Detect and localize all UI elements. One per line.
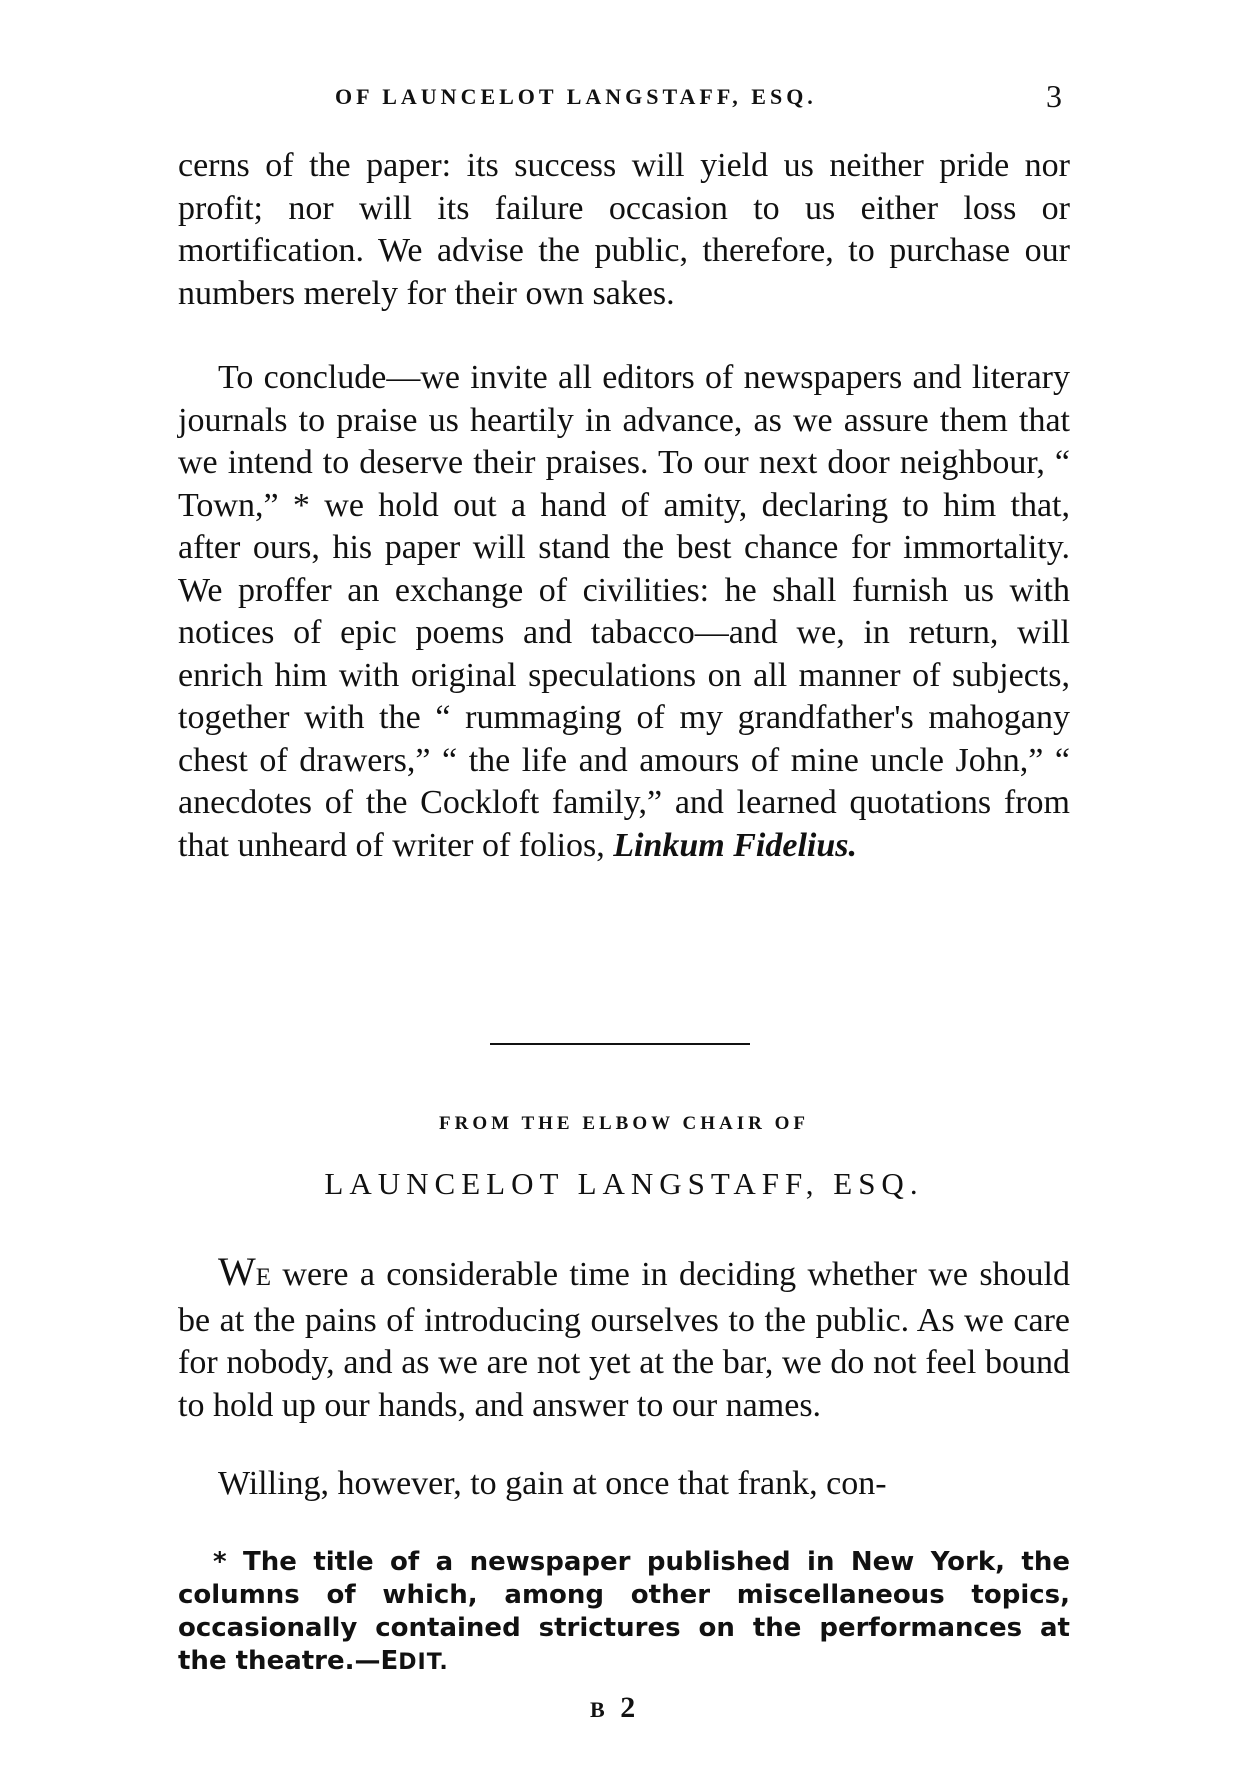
paragraph-2-text-b: we hold out a hand of amity, declaring to him that, after ours, his paper will stand the best chance for immortality. We proffer an exchange of civilities: he shall furnish us with notices of epic poems and tabacco—and we, in return, will enrich him with original speculations on all manner of subjects, together with the “ rummaging of my grandfather's mahogany chest of drawers,” “ the life and amours of mine uncle John,” “ anecdotes of the Cockloft family,” and learned quotations from that unheard of writer of folios,	[178, 486, 1070, 864]
italic-name: Linkum Fidelius.	[613, 826, 857, 864]
page-number: 3	[1046, 78, 1062, 114]
signature-number: 2	[620, 1691, 640, 1724]
signature-letter: B	[590, 1697, 609, 1722]
paragraph-3	[178, 1251, 1070, 1427]
paragraph-4: Willing, however, to gain at once that frank, con-	[218, 1465, 887, 1502]
paragraph-1: cerns of the paper: its success will yield us neither pride nor profit; nor will its failure occasion to us either loss or mortification. We advise the public, therefore, to purchase our numbers merely for their own sakes.	[178, 147, 1070, 312]
initial-small-caps: E	[255, 1264, 272, 1291]
footnote-mark: *	[213, 1547, 227, 1577]
running-title: OF LAUNCELOT LANGSTAFF, ESQ.	[335, 84, 817, 109]
footnote	[178, 1546, 1070, 1679]
footnote-reference-mark: *	[292, 486, 310, 524]
paragraph-3-text: were a considerable time in deciding whether we should be at the pains of introducing ourselves to the public. As we care for nobody, and as we are not yet at the bar, we do not feel bound to hold up our hands, and answer to our names.	[178, 1256, 1070, 1424]
paragraph-2-text-a: To conclude—we invite all editors of newspapers and literary journals to praise us heartily in advance, as we assure them that we intend to deserve their praises. To our next door neighbour, “ Town,”	[178, 359, 1070, 524]
section-kicker: FROM THE ELBOW CHAIR OF	[439, 1113, 809, 1134]
running-head	[180, 78, 1070, 118]
footnote-edit-rest: DIT.	[398, 1650, 449, 1675]
footnote-text: The title of a newspaper published in New York, the columns of which, among other miscellaneous topics, occasionally contained strictures on the performances at the theatre.—	[178, 1547, 1070, 1676]
footnote-edit-initial: E	[380, 1646, 399, 1676]
section-title: LAUNCELOT LANGSTAFF, ESQ.	[324, 1166, 924, 1201]
section-divider	[490, 1043, 750, 1045]
printer-signature	[590, 1691, 639, 1725]
initial-letter: W	[218, 1249, 256, 1294]
paragraph-2	[178, 357, 1070, 867]
